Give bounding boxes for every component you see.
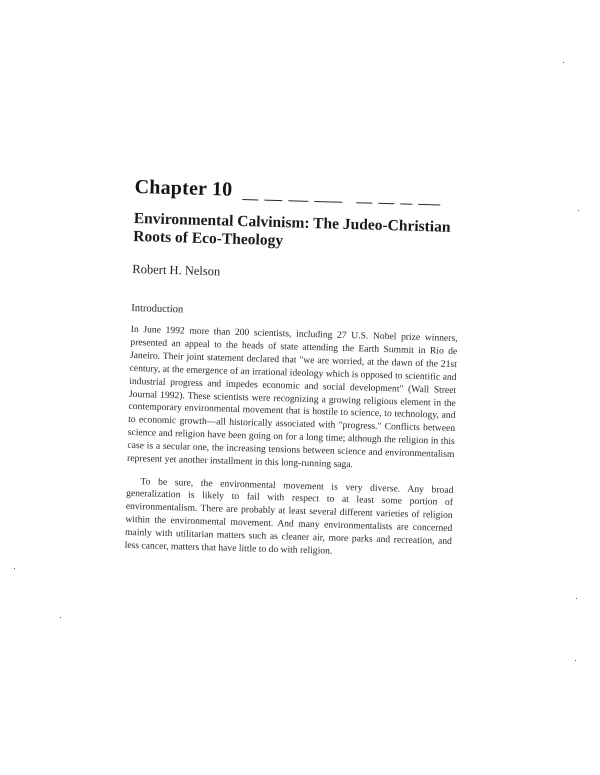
scan-speck [576, 598, 577, 599]
body-paragraph: To be sure, the environmental movement is very diverse. Any broad generalization is likely to fail with respect to at least some portion of environmentalism. There are probably at least several different varieties of religion within the environmental movement. And many environmentalists are concerned mainly with utilitarian matters such as cleaner air, more parks and recreation, and less cancer, matters that have little to do with religion. [124, 475, 454, 557]
heading-rule [264, 200, 282, 202]
heading-rule [400, 203, 412, 204]
chapter-heading-row [134, 176, 462, 211]
heading-rule [242, 199, 258, 200]
heading-rule [418, 204, 440, 206]
scan-speck [14, 568, 15, 569]
section-heading: Introduction [131, 302, 184, 316]
scan-speck [575, 660, 576, 661]
scan-speck [578, 210, 579, 211]
article-title: Environmental Calvinism: The Judeo-Christian Roots of Eco-Theology [133, 209, 451, 250]
heading-rule [314, 201, 342, 203]
chapter-opening [124, 176, 462, 572]
heading-rule [356, 202, 372, 203]
chapter-title: Chapter 10 [134, 176, 233, 201]
scan-speck [60, 617, 61, 618]
author-name: Robert H. Nelson [132, 261, 221, 279]
heading-rule [378, 203, 394, 204]
body-paragraph: In June 1992 more than 200 scientists, including 27 U.S. Nobel prize winners, presented an appeal to the heads of state attending the Earth Summit in Rio de Janeiro. Their joint statement declared that "we are worried, at the dawn of the 21st century, at the emergence of an irrational ideology which is opposed to scientific and industrial progress and impedes economic and social development" (Wall Street Journal 1992). These scientists were recognizing a growing religious element in the contemporary environmental movement that is hostile to science, to technology, and to economic growth—all historically associated with "progress." Conflicts between science and religion have been going on for a long time; although the religion in this case is a secular one, the increasing tensions between science and environmentalism represent yet another installment in this long-running saga. [126, 323, 458, 471]
heading-rule [288, 200, 308, 202]
scan-speck [563, 62, 564, 63]
